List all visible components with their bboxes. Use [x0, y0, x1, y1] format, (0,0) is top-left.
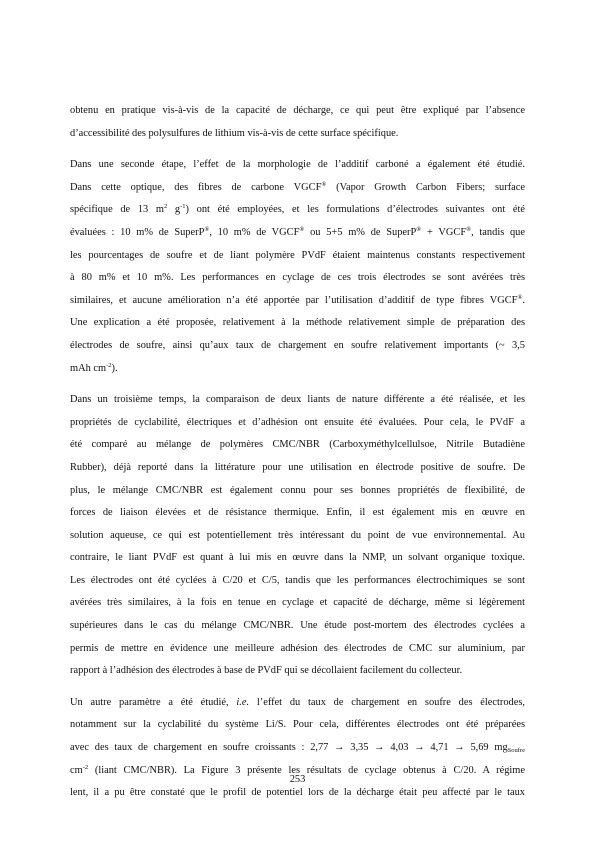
- paragraph: [70, 100, 525, 145]
- text-line: avec des taux de chargement en soufre croissants : 2,77 → 3,35 → 4,03 → 4,71 → 5,69 $mg_{Soufre}$: [70, 742, 525, 755]
- text-line: électrodes de soufre, ainsi qu’aux taux de chargement en soufre relativement importants (~ 3,5: [70, 339, 525, 351]
- text-line: Dans une seconde étape, l’effet de la morphologie de l’additif carboné a également été étudié.: [70, 159, 525, 171]
- text-line: avérées très similaires, à la fois en tenue en cyclage et capacité de décharge, même si légèrement: [70, 597, 525, 609]
- paragraph: [70, 154, 525, 380]
- text-line: supérieures dans le cas du mélange CMC/NBR. Une étude post-mortem des électrodes cyclées a: [70, 620, 525, 632]
- text-line: mAh $cm^{-2}$).: [70, 361, 118, 374]
- text-line: Un autre paramètre a été étudié, i.e. l’effet du taux de chargement en soufre des électrodes,: [70, 696, 525, 708]
- text-line: lent, il a pu être constaté que le profil de potentiel lors de la décharge était peu affecté par le taux: [70, 787, 525, 799]
- text-line: permis de mettre en évidence une meilleure adhésion des électrodes de CMC sur aluminium, par: [70, 642, 525, 654]
- text-line: d’accessibilité des polysulfures de lithium vis-à-vis de cette surface spécifique.: [70, 127, 399, 139]
- text-line: contraire, le liant PVdF est quant à lui mis en œuvre dans la NMP, un solvant organique toxique.: [70, 552, 525, 564]
- page-number: 253: [289, 774, 306, 785]
- text-line: propriétés de cyclabilité, électriques et d’adhésion ont ensuite été évaluées. Pour cela, le PVdF a: [70, 416, 525, 428]
- text-line: $cm^{-2}$ (liant CMC/NBR). La Figure 3 présente les résultats de cyclage obtenus à C/20. A régime: [70, 763, 525, 776]
- text-line: Les électrodes ont été cyclées à C/20 et C/5, tandis que les performances électrochimiques se sont: [70, 574, 525, 586]
- text-line: similaires, et aucune amélioration n’a été apportée par l’utilisation d’additif de type fibres VGCF®.: [70, 293, 525, 306]
- text-line: Dans cette optique, des fibres de carbone VGCF® (Vapor Growth Carbon Fibers; surface: [70, 180, 525, 193]
- text-line: Dans un troisième temps, la comparaison de deux liants de nature différente a été réalisée, et les: [70, 394, 525, 406]
- text-line: Une explication a été proposée, relativement à la méthode relativement simple de préparation des: [70, 317, 525, 329]
- body-text: [70, 100, 525, 814]
- text-line: Rubber), déjà reporté dans la littérature pour une utilisation en électrode positive de soufre. De: [70, 461, 525, 473]
- text-line: à 80 m% et 10 m%. Les performances en cyclage de ces trois électrodes se sont avérées très: [70, 272, 525, 284]
- text-line: rapport à l’adhésion des électrodes à base de PVdF qui se décollaient facilement du collecteur.: [70, 665, 463, 677]
- paragraph: [70, 389, 525, 683]
- text-line: été comparé au mélange de polymères CMC/NBR (Carboxyméthylcellulsoe, Nitrile Butadiène: [70, 439, 525, 451]
- text-line: les pourcentages de soufre et de liant polymère PVdF étaient maintenus constants respectivement: [70, 249, 525, 261]
- paragraph: [70, 692, 525, 805]
- text-line: évaluées : 10 m% de SuperP®, 10 m% de VGCF® ou 5+5 m% de SuperP® + VGCF®, tandis que: [70, 225, 525, 238]
- text-line: spécifique de 13 $m^2$ $g^{-1}$) ont été employées, et les formulations d’électrodes suivantes ont été: [70, 203, 526, 216]
- text-line: forces de liaison élevées et de résistance thermique. Enfin, il est également mis en œuvre en: [70, 507, 525, 519]
- text-line: notamment sur la cyclabilité du système Li/S. Pour cela, différentes électrodes ont été préparées: [70, 719, 525, 731]
- text-line: obtenu en pratique vis-à-vis de la capacité de décharge, ce qui peut être expliqué par l’absence: [70, 105, 525, 116]
- text-line: plus, le mélange CMC/NBR est également connu pour ses bonnes propriétés de flexibilité, de: [70, 484, 525, 496]
- text-line: solution aqueuse, ce qui est potentiellement très intéressant du point de vue environnemental. Au: [70, 529, 525, 541]
